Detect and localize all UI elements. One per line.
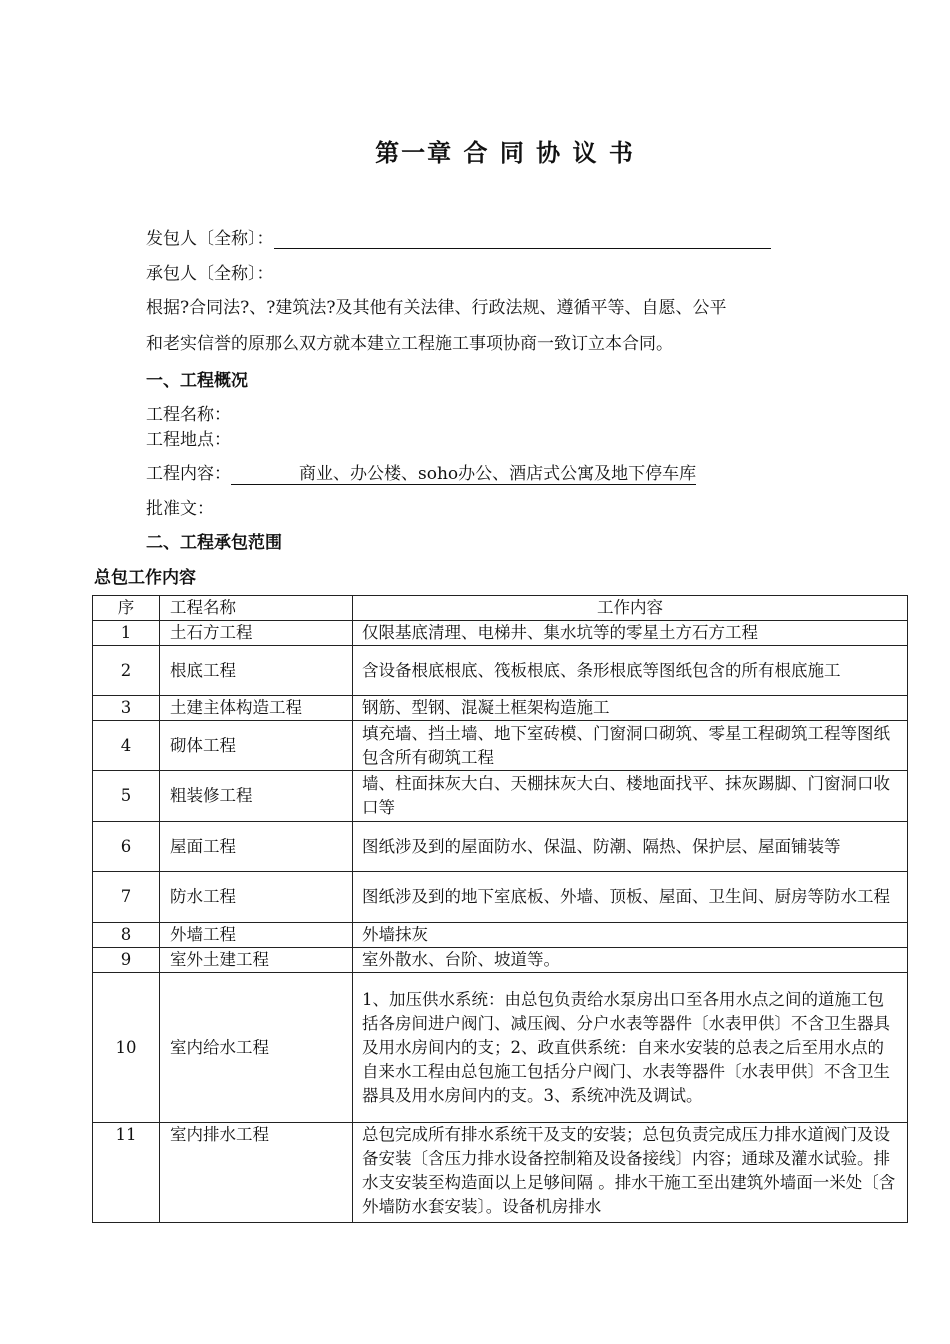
basis-line-2: 和老实信誉的原那么双方就本建立工程施工事项协商一致订立本合同。 <box>146 334 673 354</box>
table-caption: 总包工作内容 <box>94 568 196 588</box>
row-no: 6 <box>93 822 160 872</box>
row-no: 10 <box>93 973 160 1123</box>
row-name: 室内给水工程 <box>160 973 353 1123</box>
employer-label: 发包人〔全称〕： <box>146 229 274 249</box>
row-name: 屋面工程 <box>160 822 353 872</box>
header-no: 序 <box>93 596 160 621</box>
row-no: 5 <box>93 771 160 822</box>
table-row <box>93 872 908 923</box>
row-content: 钢筋、型钢、混凝土框架构造施工 <box>353 696 908 721</box>
employer-line <box>146 224 771 249</box>
row-content: 总包完成所有排水系统干及支的安装；总包负责完成压力排水道阀门及设备安装〔含压力排水设备控制箱及设备接线〕内容；通球及灌水试验。排水支安装至构造面以上足够间隔 。排水干施工至出建筑外墙面一米处〔含外墙防水套安装〕。设备机房排水 <box>353 1123 908 1223</box>
row-content: 1、加压供水系统：由总包负责给水泵房出口至各用水点之间的道施工包括各房间进户阀门、减压阀、分户水表等器件〔水表甲供〕不含卫生器具及用水房间内的支；2、政直供系统：自来水安装的总表之后至用水点的自来水工程由总包施工包括分户阀门、水表等器件〔水表甲供〕不含卫生器具及用水房间内的支。3、系统冲洗及调试。 <box>353 973 908 1123</box>
row-no: 2 <box>93 646 160 696</box>
row-name: 土石方工程 <box>160 621 353 646</box>
header-content: 工作内容 <box>353 596 908 621</box>
scope-table <box>92 595 908 1223</box>
row-name: 砌体工程 <box>160 721 353 771</box>
row-no: 11 <box>93 1123 160 1223</box>
project-content-label: 工程内容： <box>146 464 231 484</box>
row-name: 室内排水工程 <box>160 1123 353 1223</box>
header-name: 工程名称 <box>160 596 353 621</box>
row-content: 含设备根底根底、筏板根底、条形根底等图纸包含的所有根底施工 <box>353 646 908 696</box>
row-no: 7 <box>93 872 160 923</box>
contractor-label: 承包人〔全称〕： <box>146 264 274 284</box>
row-no: 3 <box>93 696 160 721</box>
section2-heading: 二、工程承包范围 <box>146 533 282 553</box>
table-row <box>93 822 908 872</box>
table-row <box>93 721 908 771</box>
row-no: 1 <box>93 621 160 646</box>
row-name: 室外土建工程 <box>160 948 353 973</box>
row-content: 墙、柱面抹灰大白、天棚抹灰大白、楼地面找平、抹灰踢脚、门窗洞口收口等 <box>353 771 908 822</box>
project-name-label: 工程名称： <box>146 405 231 425</box>
table-row <box>93 621 908 646</box>
row-content: 仅限基底清理、电梯井、集水坑等的零星土方石方工程 <box>353 621 908 646</box>
employer-blank <box>274 230 771 249</box>
table-row <box>93 973 908 1123</box>
row-content: 图纸涉及到的屋面防水、保温、防潮、隔热、保护层、屋面铺装等 <box>353 822 908 872</box>
project-content-value: 商业、办公楼、soho办公、酒店式公寓及地下停车库 <box>231 464 696 485</box>
approval-label: 批准文： <box>146 499 214 519</box>
section1-heading: 一、工程概况 <box>146 371 248 391</box>
table-row <box>93 923 908 948</box>
row-name: 防水工程 <box>160 872 353 923</box>
row-content: 室外散水、台阶、坡道等。 <box>353 948 908 973</box>
row-content: 外墙抹灰 <box>353 923 908 948</box>
page-title: 第一章 合 同 协 议 书 <box>375 139 635 167</box>
row-content: 图纸涉及到的地下室底板、外墙、顶板、屋面、卫生间、厨房等防水工程 <box>353 872 908 923</box>
row-name: 粗装修工程 <box>160 771 353 822</box>
table-row <box>93 1123 908 1223</box>
table-row <box>93 948 908 973</box>
project-content-line <box>146 459 696 484</box>
table-header-row <box>93 596 908 621</box>
row-name: 外墙工程 <box>160 923 353 948</box>
table-row <box>93 696 908 721</box>
row-name: 根底工程 <box>160 646 353 696</box>
table-row <box>93 771 908 822</box>
row-name: 土建主体构造工程 <box>160 696 353 721</box>
project-location-label: 工程地点： <box>146 430 231 450</box>
basis-line-1: 根据?合同法?、?建筑法?及其他有关法律、行政法规、遵循平等、自愿、公平 <box>146 298 727 318</box>
row-no: 8 <box>93 923 160 948</box>
row-no: 9 <box>93 948 160 973</box>
row-no: 4 <box>93 721 160 771</box>
table-row <box>93 646 908 696</box>
row-content: 填充墙、挡土墙、地下室砖模、门窗洞口砌筑、零星工程砌筑工程等图纸包含所有砌筑工程 <box>353 721 908 771</box>
